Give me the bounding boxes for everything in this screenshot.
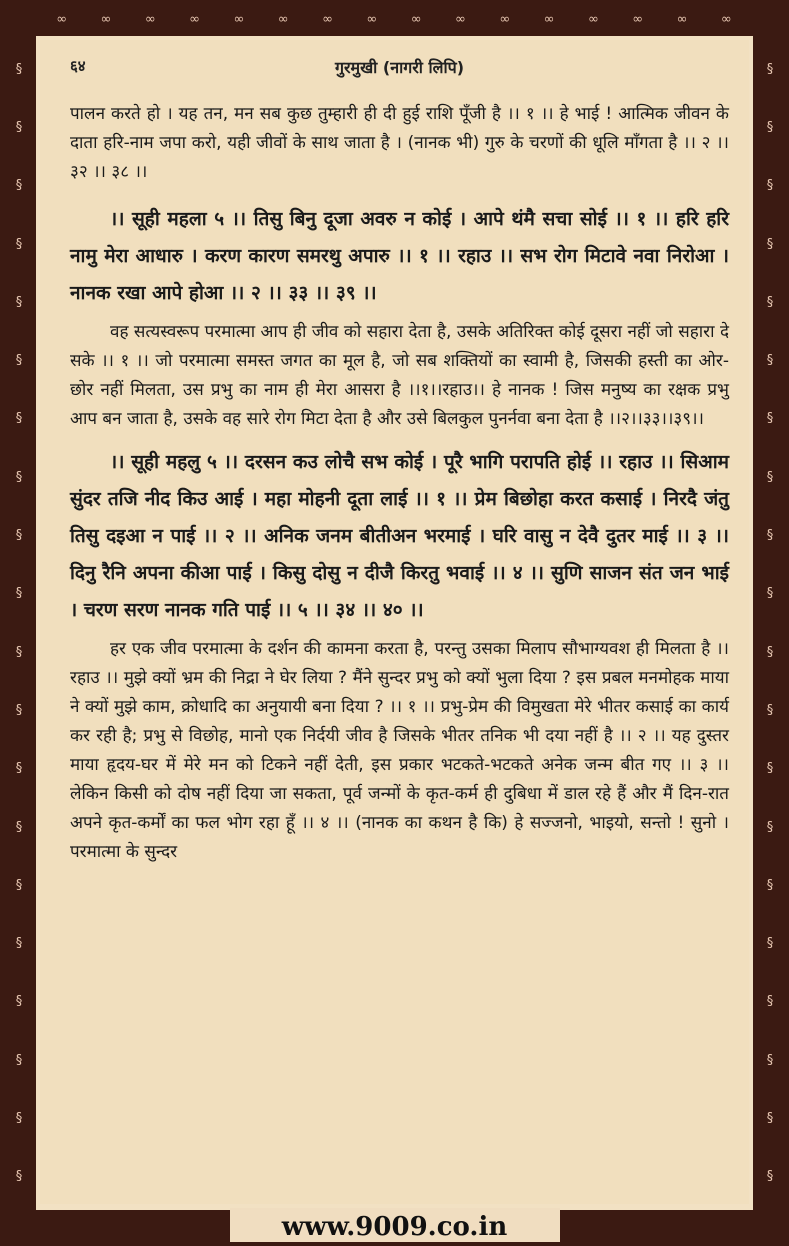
page-body	[70, 100, 729, 867]
paragraph: पालन करते हो । यह तन, मन सब कुछ तुम्हारी ही दी हुई राशि पूँजी है ।। १ ।। हे भाई ! आत्मिक जीवन के दाता हरि-नाम जपा करो, यही जीवों के साथ जाता है । (नानक भी) गुरु के चरणों की धूलि माँगता है ।। २ ।। ३२ ।। ३८ ।।	[70, 104, 729, 182]
page-number: ६४	[70, 57, 86, 75]
paragraph: वह सत्यस्वरूप परमात्मा आप ही जीव को सहारा देता है, उसके अतिरिक्त कोई दूसरा नहीं जो सहारा दे सके ।। १ ।। जो परमात्मा समस्त जगत का मूल है, जो सब शक्तियों का स्वामी है, जिसकी हस्ती का ओर-छोर नहीं मिलता, उस प्रभु का नाम ही मेरा आसरा है ।।१।।रहाउ।। हे नानक ! जिस मनुष्य का रक्षक प्रभु आप बन जाता है, उसके वह सारे रोग मिटा देता है और उसे बिलकुल पुनर्नवा बना देता है ।।२।।३३।।३९।।	[70, 322, 729, 429]
verse-block: ।। सूही महलु ५ ।। दरसन कउ लोचै सभ कोई । पूरै भागि परापति होई ।। रहाउ ।। सिआम सुंदर तजि नीद किउ आई । महा मोहनी दूता लाई ।। १ ।। प्रेम बिछोहा करत कसाई । निरदै जंतु तिसु दइआ न पाई ।। २ ।। अनिक जनम बीतीअन भरमाई । घरि वासु न देवै दुतर माई ।। ३ ।। दिनु रैनि अपना कीआ पाई । किसु दोसु न दीजै किरतु भवाई ।। ४ ।। सुणि साजन संत जन भाई । चरण सरण नानक गति पाई ।। ५ ।। ३४ ।। ४० ।।	[70, 451, 729, 621]
verse-block: ।। सूही महला ५ ।। तिसु बिनु दूजा अवरु न कोई । आपे थंमै सचा सोई ।। १ ।। हरि हरि नामु मेरा आधारु । करण कारण समरथु अपारु ।। १ ।। रहाउ ।। सभ रोग मिटावे नवा निरोआ । नानक रखा आपे होआ ।। २ ।। ३३ ।। ३९ ।।	[70, 208, 729, 304]
paragraph: हर एक जीव परमात्मा के दर्शन की कामना करता है, परन्तु उसका मिलाप सौभाग्यवश ही मिलता है ।। रहाउ ।। मुझे क्यों भ्रम की निद्रा ने घेर लिया ? मैंने सुन्दर प्रभु को क्यों भुला दिया ? इस प्रबल मनमोहक माया ने क्यों मुझे काम, क्रोधादि का अनुयायी बना दिया ? ।। १ ।। प्रभु-प्रेम की विमुखता मेरे भीतर कसाई का कार्य कर रही है; प्रभु से विछोह, मानो एक निर्दयी जीव है जिसके भीतर तनिक भी दया नहीं है ।। २ ।। यह दुस्तर माया हृदय-घर में मेरे मन को टिकने नहीं देती, इस प्रकार भटकते-भटकते अनेक जन्म बीत गए ।। ३ ।। लेकिन किसी को दोष नहीं दिया जा सकता, पूर्व जन्मों के कृत-कर्म ही दुबिधा में डाल रहे हैं और मैं दिन-रात अपने कृत-कर्मों का फल भोग रहा हूँ ।। ४ ।। (नानक का कथन है कि) हे सज्जनो, भाइयो, सन्तो ! सुनो । परमात्मा के सुन्दर	[70, 639, 729, 862]
page-content-area	[40, 40, 749, 1204]
page-title: गुरमुखी (नागरी लिपि)	[334, 58, 465, 77]
right-ornament: § § § § § § § § § § § § § § § § § § § §	[766, 61, 774, 1185]
top-ornament: ∞ ∞ ∞ ∞ ∞ ∞ ∞ ∞ ∞ ∞ ∞ ∞ ∞ ∞ ∞ ∞	[56, 11, 733, 27]
page-header	[70, 56, 729, 80]
website-link[interactable]: www.9009.co.in	[281, 1212, 508, 1242]
left-ornament: § § § § § § § § § § § § § § § § § § § §	[15, 61, 23, 1185]
